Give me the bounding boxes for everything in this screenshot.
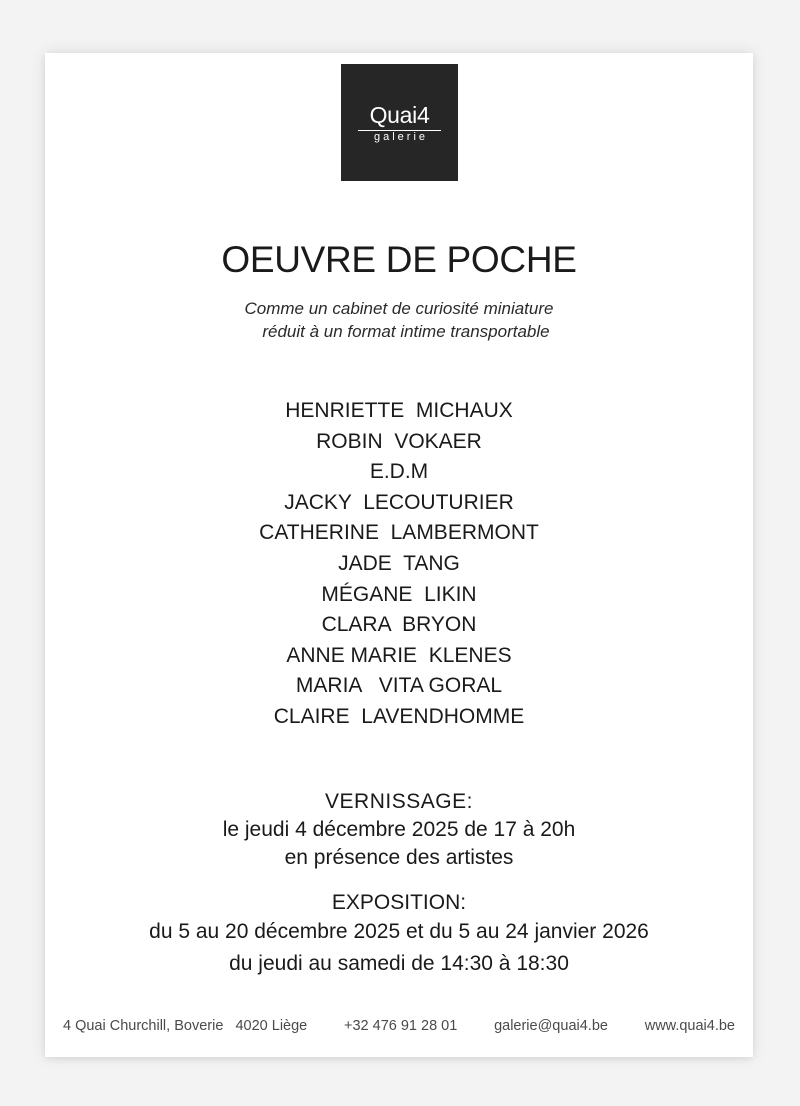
footer-website: www.quai4.be: [644, 1018, 735, 1034]
exhibition-title: OEUVRE DE POCHE: [221, 239, 577, 280]
logo-name: Quai4: [369, 102, 430, 128]
vernissage-note: en présence des artistes: [284, 846, 514, 869]
vernissage-date: le jeudi 4 décembre 2025 de 17 à 20h: [222, 818, 576, 841]
artist-name: CATHERINE LAMBERMONT: [259, 521, 539, 545]
artist-name: JACKY LECOUTURIER: [284, 490, 514, 514]
contact-footer: [63, 1016, 735, 1036]
exposition-dates: du 5 au 20 décembre 2025 et du 5 au 24 janvier 2026: [149, 920, 649, 943]
artist-name: E.D.M: [369, 460, 429, 484]
exposition-label: EXPOSITION:: [331, 891, 467, 914]
artist-name: ANNE MARIE KLENES: [286, 643, 512, 667]
artist-name: ROBIN VOKAER: [316, 429, 482, 453]
vernissage-label: VERNISSAGE:: [325, 790, 473, 813]
footer-address: 4 Quai Churchill, Boverie 4020 Liège: [63, 1018, 308, 1034]
artist-name: MÉGANE LIKIN: [321, 582, 477, 606]
gallery-logo: [341, 64, 458, 181]
artist-name: JADE TANG: [338, 551, 460, 575]
exposition-hours: du jeudi au samedi de 14:30 à 18:30: [229, 952, 569, 975]
artist-name: CLAIRE LAVENDHOMME: [273, 704, 525, 728]
subtitle-line-2: réduit à un format intime transportable: [262, 322, 550, 341]
artist-name: MARIA VITA GORAL: [295, 674, 503, 698]
footer-phone: +32 476 91 28 01: [344, 1018, 458, 1034]
artist-name: CLARA BRYON: [321, 613, 477, 637]
artist-list: [45, 396, 753, 733]
logo-subtitle: galerie: [373, 131, 429, 143]
artist-name: HENRIETTE MICHAUX: [285, 399, 513, 422]
footer-email: galerie@quai4.be: [494, 1018, 608, 1034]
subtitle-line-1: Comme un cabinet de curiosité miniature: [244, 299, 554, 318]
invitation-card: [45, 53, 753, 1057]
